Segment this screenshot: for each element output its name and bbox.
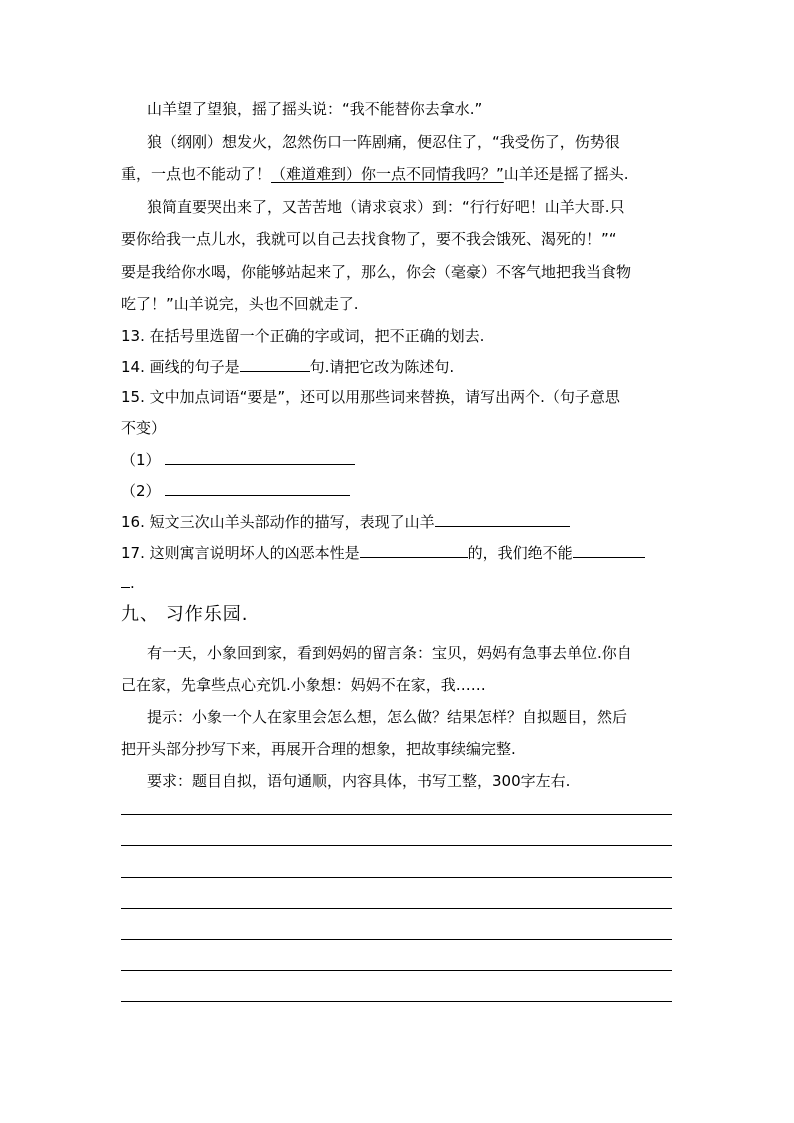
answer-blank[interactable] — [360, 542, 468, 558]
answer-blank[interactable] — [435, 511, 570, 527]
writing-line[interactable] — [121, 1001, 672, 1002]
question-text: 句.请把它改为陈述句. — [309, 358, 455, 376]
answer-blank[interactable] — [121, 572, 130, 588]
story-line — [121, 164, 629, 184]
writing-line[interactable] — [121, 845, 672, 846]
question-15: 15. 文中加点词语“要是”，还可以用那些词来替换，请写出两个.（句子意思 — [121, 388, 620, 406]
story-line: 狼简直要哭出来了，又苦苦地（请求哀求）到：“行行好吧！山羊大哥.只 — [147, 198, 625, 216]
tip-line: 提示：小象一个人在家里会怎么想，怎么做？结果怎样？自拟题目，然后 — [147, 708, 628, 726]
question-text: 17. 这则寓言说明坏人的凶恶本性是 — [121, 544, 360, 562]
story-line: 要是我给你水喝，你能够站起来了，那么，你会（毫豪）不客气地把我当食物 — [121, 263, 632, 281]
question-text: 14. 画线的句子是 — [121, 358, 240, 376]
underlined-sentence: （难道难到）你一点不同情我吗？” — [271, 165, 504, 183]
question-text: 的，我们绝不能 — [467, 544, 573, 562]
requirement-line: 要求：题目自拟，语句通顺，内容具体，书写工整，300字左右. — [147, 772, 571, 790]
answer-blank[interactable] — [165, 480, 350, 496]
answer-label: （1） — [121, 451, 161, 469]
writing-line[interactable] — [121, 970, 672, 971]
question-text: . — [130, 574, 135, 592]
answer-blank[interactable] — [240, 356, 310, 372]
answer-blank[interactable] — [573, 542, 645, 558]
answer-line-1 — [121, 449, 355, 470]
answer-label: （2） — [121, 482, 161, 500]
writing-line[interactable] — [121, 877, 672, 878]
writing-line[interactable] — [121, 814, 672, 815]
question-15-continued: 不变） — [121, 419, 167, 437]
prompt-line: 己在家，先拿些点心充饥.小象想：妈妈不在家，我…… — [121, 676, 486, 694]
tip-line: 把开头部分抄写下来，再展开合理的想象，把故事续编完整. — [121, 740, 516, 758]
section-heading: 九、 习作乐园. — [121, 604, 249, 625]
story-text: 山羊还是摇了摇头. — [503, 165, 629, 183]
story-text: 重，一点也不能动了！ — [121, 165, 272, 183]
question-17 — [121, 542, 645, 563]
question-16 — [121, 511, 570, 532]
story-line: 山羊望了望狼，摇了摇头说：“我不能替你去拿水.” — [147, 100, 483, 118]
prompt-line: 有一天，小象回到家，看到妈妈的留言条：宝贝，妈妈有急事去单位.你自 — [147, 644, 632, 662]
writing-line[interactable] — [121, 939, 672, 940]
writing-line[interactable] — [121, 908, 672, 909]
answer-blank[interactable] — [165, 449, 355, 465]
question-14 — [121, 356, 454, 377]
question-17-continued — [121, 572, 135, 593]
question-text: 16. 短文三次山羊头部动作的描写，表现了山羊 — [121, 513, 435, 531]
question-13: 13. 在括号里选留一个正确的字或词，把不正确的划去. — [121, 327, 485, 345]
answer-line-2 — [121, 480, 350, 501]
story-line: 狼（纲刚）想发火，忽然伤口一阵剧痛，便忍住了，“我受伤了，伤势很 — [147, 133, 620, 151]
story-line: 要你给我一点儿水，我就可以自己去找食物了，要不我会饿死、渴死的！”“ — [121, 230, 617, 248]
story-line: 吃了！”山羊说完，头也不回就走了. — [121, 295, 359, 313]
